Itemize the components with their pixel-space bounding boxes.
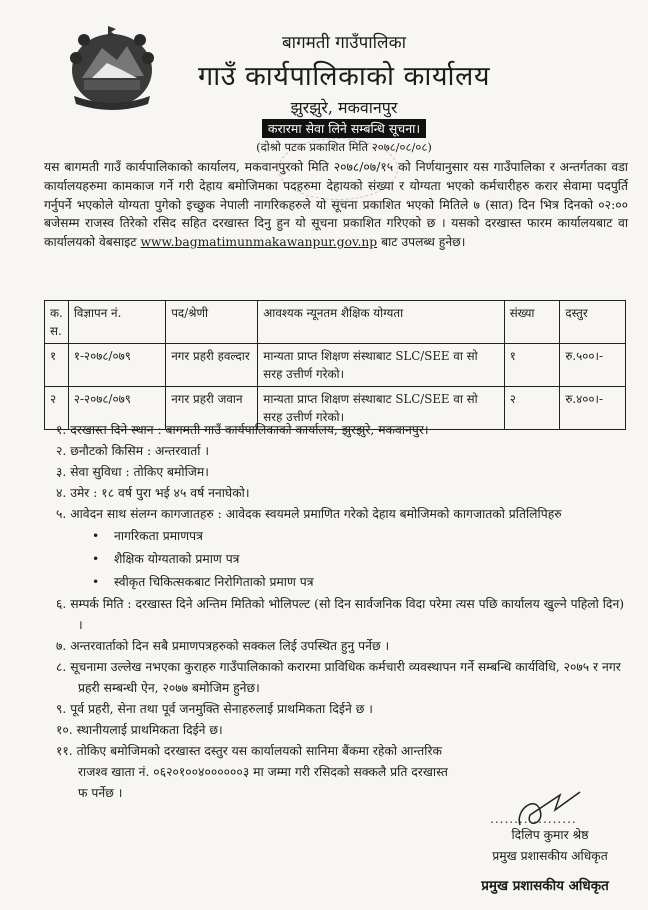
notice-paragraph	[44, 158, 628, 252]
municipality-name: बागमती गाउँपालिका	[281, 33, 407, 53]
cell-ad-no: २-२०७८/०७९	[68, 387, 165, 430]
list-item: २. छनौटको किसिम : अन्तरवार्ता ।	[56, 444, 210, 458]
signatory-title: प्रमुख प्रशासकीय अधिकृत	[492, 849, 608, 863]
website-suffix: बाट उपलब्ध हुनेछ।	[377, 235, 466, 250]
cell-count: १	[504, 344, 560, 387]
col-header-post: पद/श्रेणी	[166, 301, 258, 344]
documents-list	[56, 525, 631, 594]
cell-count: २	[504, 387, 560, 430]
notice-title-wrap	[0, 118, 648, 138]
cell-sn: १	[45, 344, 69, 387]
cell-qualification: मान्यता प्राप्त शिक्षण संस्थाबाट SLC/SEE वा सो सरह उत्तीर्ण गरेको।	[258, 344, 504, 387]
list-item: ६. सम्पर्क मिति : दरखास्त दिने अन्तिम मितिको भोलिपल्ट (सो दिन सार्वजनिक विदा परेमा त्यस पछि कार्यालय खुल्ने पहिलो दिन) ।	[56, 597, 625, 632]
col-header-count: संख्या	[504, 301, 560, 344]
list-item: ५. आवेदन साथ संलग्न कागजातहरु : आवेदक स्वयमले प्रमाणित गरेको देहाय बमोजिमको कागजातको प्रतिलिपिहरु	[56, 507, 562, 521]
document-item: • शैक्षिक योग्यताको प्रमाण पत्र	[114, 548, 631, 571]
list-item: ३. सेवा सुविधा : तोकिए बमोजिम।	[56, 465, 209, 479]
cell-qualification: मान्यता प्राप्त शिक्षण संस्थाबाट SLC/SEE वा सो सरह उत्तीर्ण गरेको।	[258, 387, 504, 430]
table-header-row	[45, 301, 626, 344]
cell-fee: रु.५००।-	[560, 344, 626, 387]
bullet-icon: •	[92, 529, 100, 543]
col-header-sn: क. स.	[45, 301, 69, 344]
list-item: १. दरखास्त दिने स्थान : बागमती गाउँ कार्यपालिकाको कार्यालय, झुरझुरे, मकवानपुर।	[56, 423, 429, 437]
list-item: ७. अन्तरवार्ताको दिन सबै प्रमाणपत्रहरुको सक्कल लिई उपस्थित हुनु पर्नेछ ।	[56, 639, 390, 653]
list-item: ८. सूचनामा उल्लेख नभएका कुराहरु गाउँपालिकाको करारमा प्राविधिक कर्मचारी व्यवस्थापन गर्ने सम्बन्धि कार्यविधि, २०७५ र नगर प्रहरी सम्बन्धी ऐन, २०७७ बमोजिम हुनेछ।	[56, 660, 621, 695]
cell-fee: रु.४००।-	[560, 387, 626, 430]
office-address: झुरझुरे, मकवानपुर	[290, 98, 398, 117]
signatory-name: दिलिप कुमार श्रेष्ठ	[511, 828, 589, 842]
vacancy-table	[44, 300, 626, 430]
cell-post: नगर प्रहरी जवान	[166, 387, 258, 430]
table-row	[45, 344, 626, 387]
list-item: ४. उमेर : १८ वर्ष पुरा भई ४५ वर्ष ननाघेको।	[56, 486, 250, 500]
document-item: • नागरिकता प्रमाणपत्र	[114, 525, 631, 548]
cell-post: नगर प्रहरी हवल्दार	[166, 344, 258, 387]
col-header-qualification: आवश्यक न्यूनतम शैक्षिक योग्यता	[258, 301, 504, 344]
bullet-icon: •	[92, 552, 100, 566]
conditions-list	[56, 420, 631, 804]
publication-date: (दोश्रो पटक प्रकाशित मिति २०७८/०८/०८)	[256, 140, 432, 154]
list-item: ११. तोकिए बमोजिमको दरखास्त दस्तुर यस कार्यालयको सानिमा बैंकमा रहेको आन्तरिक राजश्व खाता नं. ०६२०१००४००००००३ मा जम्मा गरी रसिदको सक्कलै प्रति दरखास्त फ पर्नेछ ।	[56, 744, 448, 800]
bullet-icon: •	[92, 575, 100, 589]
signature-dots: ..................	[490, 812, 577, 826]
col-header-ad-no: विज्ञापन नं.	[68, 301, 165, 344]
list-item: ९. पूर्व प्रहरी, सेना तथा पूर्व जनमुक्ति सेनाहरुलाई प्राथमिकता दिईने छ ।	[56, 702, 373, 716]
website-link[interactable]: www.bagmatimunmakawanpur.gov.np	[140, 235, 378, 250]
col-header-fee: दस्तुर	[560, 301, 626, 344]
document-item: • स्वीकृत चिकित्सकबाट निरोगिताको प्रमाण पत्र	[114, 571, 631, 594]
notice-body-text: यस बागमती गाउँ कार्यपालिकाको कार्यालय, मकवानपुरको मिति २०७८/०७/१५ को निर्णयानुसार यस गाउँपालिका र अन्तर्गतका वडा कार्यालयहरुमा कामकाज गर्ने गरी देहाय बमोजिमका पदहरुमा देहायको संख्या र योग्यता भएको कर्मचारीहरु करार सेवामा पदपुर्ति गर्नुपर्ने भएकोले योग्यता पुगेको इच्छुक नेपाली नागरिकहरुले यो सूचना प्रकाशित भएको मितिले ७ (सात) दिन भित्र दिनको ०२:०० बजेसम्म राजस्व तिरेको रसिद सहित दरखास्त दिनु हुन यो सूचना प्रकाशित गरिएको छ । यसको दरखास्त फारम कार्यालयबाट वा कार्यालयको वेबसाइट	[44, 160, 628, 250]
list-item: १०. स्थानीयलाई प्राथमिकता दिईने छ।	[56, 723, 223, 737]
cell-sn: २	[45, 387, 69, 430]
cell-ad-no: १-२०७८/०७९	[68, 344, 165, 387]
seal-title: प्रमुख प्रशासकीय अधिकृत	[481, 878, 609, 894]
notice-title: करारमा सेवा लिने सम्बन्धि सूचना।	[262, 119, 426, 138]
office-name: गाउँ कार्यपालिकाको कार्यालय	[198, 61, 490, 92]
